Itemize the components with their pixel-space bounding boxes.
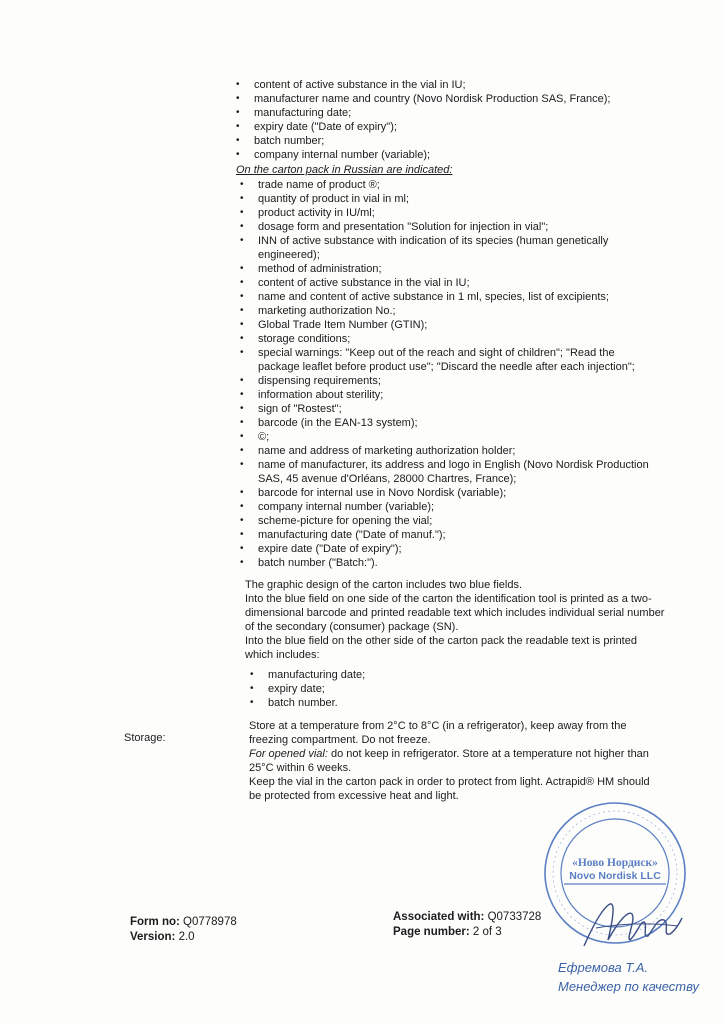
- list-item: • expiry date ("Date of expiry");: [232, 120, 652, 134]
- storage-paragraph: [249, 747, 659, 775]
- list-item: • quantity of product in vial in ml;: [236, 192, 656, 206]
- associated-label: Associated with:: [393, 911, 485, 923]
- list-item: • marketing authorization No.;: [236, 304, 656, 318]
- list-item: • content of active substance in the vial in IU;: [232, 78, 652, 92]
- form-value: Q0778978: [183, 916, 237, 928]
- version-label: Version:: [130, 931, 176, 943]
- list-item: • expire date ("Date of expiry");: [236, 542, 656, 556]
- handwritten-signature-icon: [578, 888, 688, 958]
- list-item: • special warnings: "Keep out of the reach and sight of children"; "Read the package leaflet before product use"; "Discard the needle after each injection";: [236, 346, 656, 374]
- storage-paragraph: Keep the vial in the carton pack in order to protect from light. Actrapid® HM should be protected from excessive heat and light.: [249, 776, 650, 802]
- list-item: • expiry date;: [246, 682, 666, 696]
- page-number-label: Page number:: [393, 926, 470, 938]
- storage-text: [249, 719, 659, 803]
- vial-label-list: [232, 78, 652, 162]
- storage-opened-vial-label: For opened vial:: [249, 748, 328, 760]
- form-label: Form no:: [130, 916, 180, 928]
- list-item: • company internal number (variable);: [236, 500, 656, 514]
- paragraph: Into the blue field on the other side of the carton pack the readable text is printed which includes:: [245, 635, 637, 661]
- list-item: • storage conditions;: [236, 332, 656, 346]
- list-item: • sign of "Rostest";: [236, 402, 656, 416]
- list-item: • ©;: [236, 430, 656, 444]
- paragraph: Into the blue field on one side of the carton the identification tool is printed as a two-dimensional barcode and printed readable text which includes individual serial number of the secondary (consumer) package (SN).: [245, 593, 665, 633]
- list-item: • name of manufacturer, its address and logo in English (Novo Nordisk Production SAS, 45 avenue d'Orléans, 28000 Chartres, France);: [236, 458, 656, 486]
- list-item: • dosage form and presentation "Solution for injection in vial";: [236, 220, 656, 234]
- graphic-design-text: [245, 578, 665, 662]
- list-item: • Global Trade Item Number (GTIN);: [236, 318, 656, 332]
- storage-opened-vial-text: do not keep in refrigerator. Store at a temperature not higher than 25°C within 6 weeks.: [249, 748, 649, 774]
- list-item: • manufacturing date;: [232, 106, 652, 120]
- associated-value: Q0733728: [487, 911, 542, 923]
- list-item: • manufacturing date;: [246, 668, 666, 682]
- list-item: • information about sterility;: [236, 388, 656, 402]
- signer-title: Менеджер по качеству: [558, 979, 699, 994]
- list-item: • INN of active substance with indication of its species (human genetically engineered);: [236, 234, 656, 262]
- list-item: • scheme-picture for opening the vial;: [236, 514, 656, 528]
- list-item: • dispensing requirements;: [236, 374, 656, 388]
- stamp-line-2: Novo Nordisk LLC: [569, 870, 661, 882]
- paragraph: The graphic design of the carton includes two blue fields.: [245, 579, 522, 591]
- footer-form-info: [130, 915, 237, 945]
- page-number-value: 2 of 3: [472, 926, 502, 938]
- version-value: 2.0: [178, 931, 195, 943]
- blue-field-list: [246, 668, 666, 710]
- list-item: • company internal number (variable);: [232, 148, 652, 162]
- list-item: • batch number ("Batch:").: [236, 556, 656, 570]
- carton-list: [236, 178, 656, 570]
- list-item: • product activity in IU/ml;: [236, 206, 656, 220]
- signer-name: Ефремова Т.А.: [558, 960, 649, 975]
- stamp-line-1: «Ново Нордиск»: [572, 857, 658, 869]
- list-item: • batch number;: [232, 134, 652, 148]
- list-item: • manufacturing date ("Date of manuf.");: [236, 528, 656, 542]
- list-item: • manufacturer name and country (Novo Nordisk Production SAS, France);: [232, 92, 652, 106]
- list-item: • barcode (in the EAN-13 system);: [236, 416, 656, 430]
- list-item: • name and address of marketing authorization holder;: [236, 444, 656, 458]
- storage-paragraph: Store at a temperature from 2°C to 8°C (in a refrigerator), keep away from the freezing compartment. Do not freeze.: [249, 720, 627, 746]
- storage-label: Storage:: [124, 732, 166, 744]
- list-item: • content of active substance in the vial in IU;: [236, 276, 656, 290]
- list-item: • barcode for internal use in Novo Nordisk (variable);: [236, 486, 656, 500]
- carton-heading: On the carton pack in Russian are indicated:: [236, 164, 453, 176]
- list-item: • name and content of active substance in 1 ml, species, list of excipients;: [236, 290, 656, 304]
- list-item: • batch number.: [246, 696, 666, 710]
- list-item: • trade name of product ®;: [236, 178, 656, 192]
- signer-block: [558, 958, 699, 996]
- list-item: • method of administration;: [236, 262, 656, 276]
- footer-page-info: [393, 910, 541, 940]
